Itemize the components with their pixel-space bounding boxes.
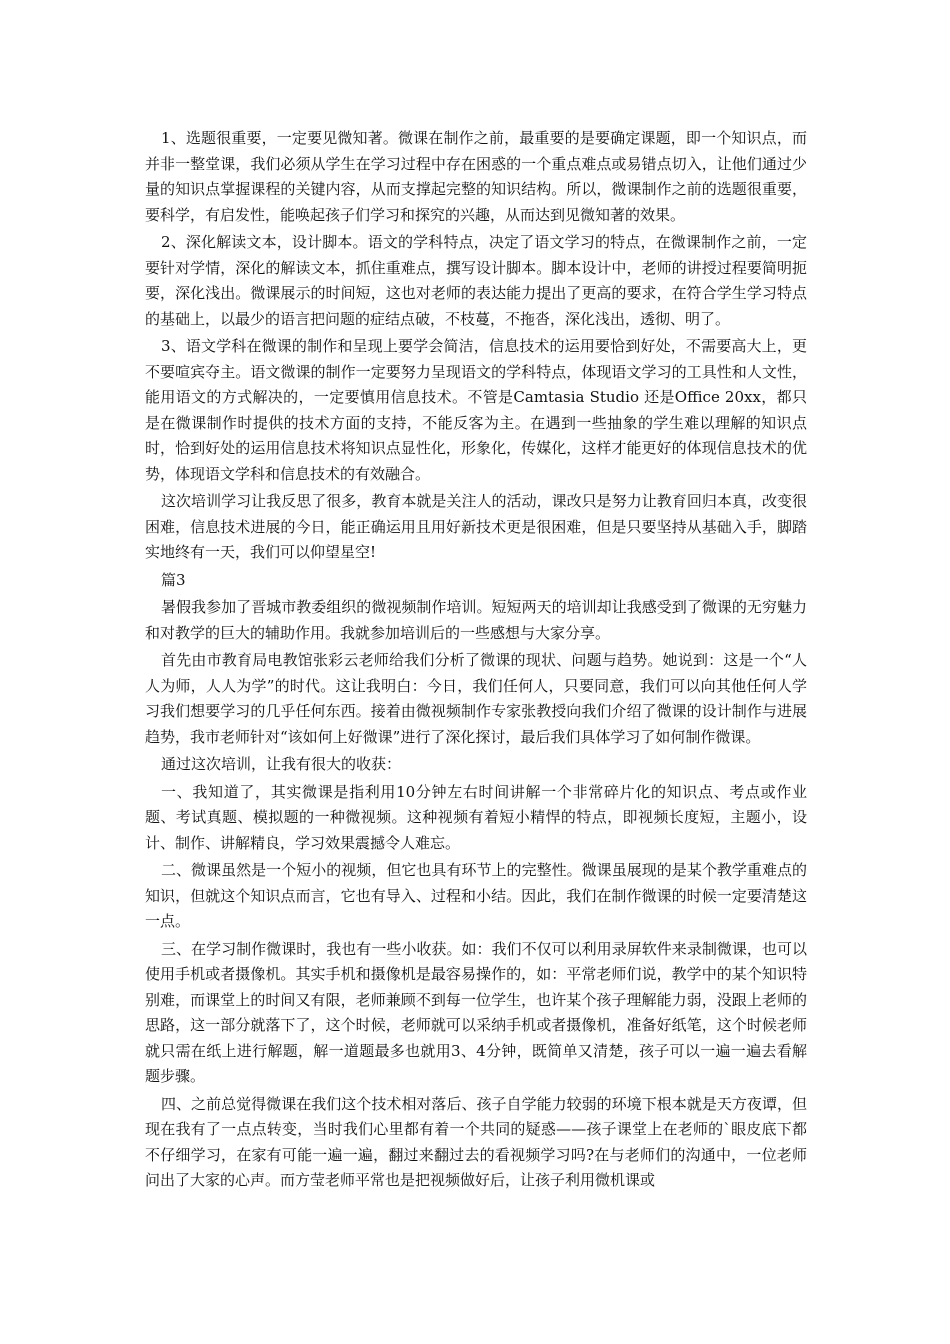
paragraph-reflection: 这次培训学习让我反思了很多，教育本就是关注人的活动，课改只是努力让教育回归本真，改变很困难，信息技术进展的今日，能正确运用且用好新技术更是很困难，但是只要坚持从基础入手，脚踏实地终有一天，我们可以仰望星空! bbox=[145, 492, 807, 561]
paragraph-point-2: 二、微课虽然是一个短小的视频，但它也具有环节上的完整性。微课虽展现的是某个教学重难点的知识，但就这个知识点而言，它也有导入、过程和小结。因此，我们在制作微课的时候一定要清楚这一点。 bbox=[145, 861, 807, 930]
paragraph-3: 3、语文学科在微课的制作和呈现上要学会简洁，信息技术的运用要恰到好处，不需要高大上，更不要喧宾夺主。语文微课的制作一定要努力呈现语文的学科特点，体现语文学习的工具性和人文性，能用语文的方式解决的，一定要慎用信息技术。不管是Camtasia Studio 还是Office 20xx，都只是在微课制作时提供的技术方面的支持，不能反客为主。在遇到一些抽象的学生难以理解的知识点时，恰到好处的运用信息技术将知识点显性化，形象化，传媒化，这样才能更好的体现信息技术的优势，体现语文学科和信息技术的有效融合。 bbox=[145, 337, 807, 483]
paragraph-point-1: 一、我知道了，其实微课是指利用10分钟左右时间讲解一个非常碎片化的知识点、考点或作业题、考试真题、模拟题的一种微视频。这种视频有着短小精悍的特点，即视频长度短，主题小，设计、制作、讲解精良，学习效果震撼令人难忘。 bbox=[145, 782, 807, 852]
paragraph-point-4: 四、之前总觉得微课在我们这个技术相对落后、孩子自学能力较弱的环境下根本就是天方夜谭，但现在我有了一点点转变，当时我们心里都有着一个共同的疑惑——孩子课堂上在老师的`眼皮底下都不仔细学习，在家有可能一遍一遍，翻过来翻过去的看视频学习吗?在与老师们的沟通中，一位老师问出了大家的心声。而方莹老师平常也是把视频做好后，让孩子利用微机课或 bbox=[145, 1094, 807, 1189]
paragraph-2: 2、深化解读文本，设计脚本。语文的学科特点，决定了语文学习的特点，在微课制作之前，一定要针对学情，深化的解读文本，抓住重难点，撰写设计脚本。脚本设计中，老师的讲授过程要简明扼要，深化浅出。微课展示的时间短，这也对老师的表达能力提出了更高的要求，在符合学生学习特点的基础上，以最少的语言把问题的症结点破，不枝蔓，不拖沓，深化浅出，透彻、明了。 bbox=[145, 233, 807, 328]
section-heading-3: 篇3 bbox=[161, 570, 186, 589]
paragraph-1: 1、选题很重要，一定要见微知著。微课在制作之前，最重要的是要确定课题，即一个知识点，而并非一整堂课，我们必须从学生在学习过程中存在困惑的一个重点难点或易错点切入，让他们通过少量的知识点掌握课程的关键内容，从而支撑起完整的知识结构。所以，微课制作之前的选题很重要，要科学，有启发性，能唤起孩子们学习和探究的兴趣，从而达到见微知著的效果。 bbox=[145, 129, 807, 224]
paragraph-gains: 通过这次培训，让我有很大的收获： bbox=[161, 755, 402, 773]
document-body bbox=[145, 126, 807, 1194]
paragraph-first: 首先由市教育局电教馆张彩云老师给我们分析了微课的现状、问题与趋势。她说到：这是一个“人人为师，人人为学”的时代。这让我明白：今日，我们任何人，只要同意，我们可以向其他任何人学习我们想要学习的几乎任何东西。接着由微视频制作专家张教授向我们介绍了微课的设计制作与进展趋势，我市老师针对“该如何上好微课”进行了深化探讨，最后我们具体学习了如何制作微课。 bbox=[145, 651, 807, 746]
paragraph-point-3: 三、在学习制作微课时，我也有一些小收获。如：我们不仅可以利用录屏软件来录制微课，也可以使用手机或者摄像机。其实手机和摄像机是最容易操作的，如：平常老师们说，教学中的某个知识特别难，而课堂上的时间又有限，老师兼顾不到每一位学生，也许某个孩子理解能力弱，没跟上老师的思路，这一部分就落下了，这个时候，老师就可以采纳手机或者摄像机，准备好纸笔，这个时候老师就只需在纸上进行解题，解一道题最多也就用3、4分钟，既简单又清楚，孩子可以一遍一遍去看解题步骤。 bbox=[145, 939, 807, 1085]
paragraph-intro: 暑假我参加了晋城市教委组织的微视频制作培训。短短两天的培训却让我感受到了微课的无穷魅力和对教学的巨大的辅助作用。我就参加培训后的一些感想与大家分享。 bbox=[145, 598, 807, 642]
